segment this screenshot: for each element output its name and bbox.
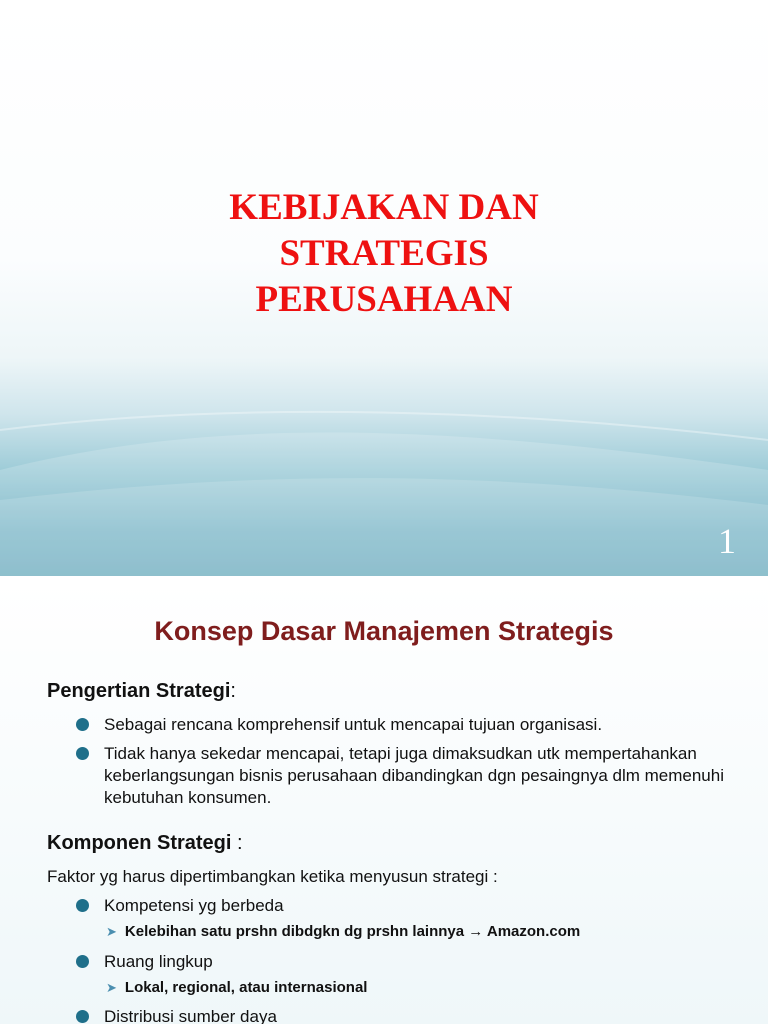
list-item-text: Distribusi sumber daya (104, 1007, 277, 1024)
list-item-text: Kompetensi yg berbeda (104, 896, 284, 915)
sub-item-text: Lokal, regional, atau internasional (124, 979, 368, 996)
bullet-icon (76, 718, 89, 731)
slide-heading: Konsep Dasar Manajemen Strategis (154, 616, 614, 646)
bullet-icon (76, 899, 89, 912)
slide-title (0, 185, 768, 323)
content-slide (0, 582, 768, 1024)
section-heading-pengertian (47, 680, 236, 703)
sub-item-text: Kelebihan satu prshn dibdgkn dg prshn lainnya → Amazon.com (124, 923, 581, 940)
title-line: STRATEGIS (279, 233, 489, 274)
arrow-bullet-icon: ➤ (106, 980, 117, 995)
section-label: Komponen Strategi (47, 832, 232, 854)
section-heading-komponen (47, 832, 243, 855)
title-line: KEBIJAKAN DAN (229, 187, 539, 228)
intro-text: Faktor yg harus dipertimbangkan ketika menyusun strategi : (47, 867, 498, 886)
page-number: 1 (718, 521, 736, 561)
section-suffix: : (231, 832, 243, 854)
sub-item (106, 979, 367, 996)
sub-item (106, 923, 580, 940)
arrow-bullet-icon: ➤ (106, 924, 117, 939)
list-item-text: Sebagai rencana komprehensif untuk mencapai tujuan organisasi. (104, 715, 603, 734)
section-label: Pengertian Strategi (47, 680, 231, 702)
bullet-icon (76, 955, 89, 968)
bullet-icon (76, 747, 89, 760)
bullet-icon (76, 1010, 89, 1023)
section-suffix: : (230, 680, 236, 702)
list-item-text: Tidak hanya sekedar mencapai, tetapi juga dimaksudkan utk mempertahankan keberlangsungan bisnis perusahaan dibandingkan dgn pesaingnya dlm memenuhi kebutuhan konsumen. (104, 744, 724, 807)
title-line: PERUSAHAAN (255, 279, 513, 320)
list-item-text: Ruang lingkup (104, 952, 213, 971)
